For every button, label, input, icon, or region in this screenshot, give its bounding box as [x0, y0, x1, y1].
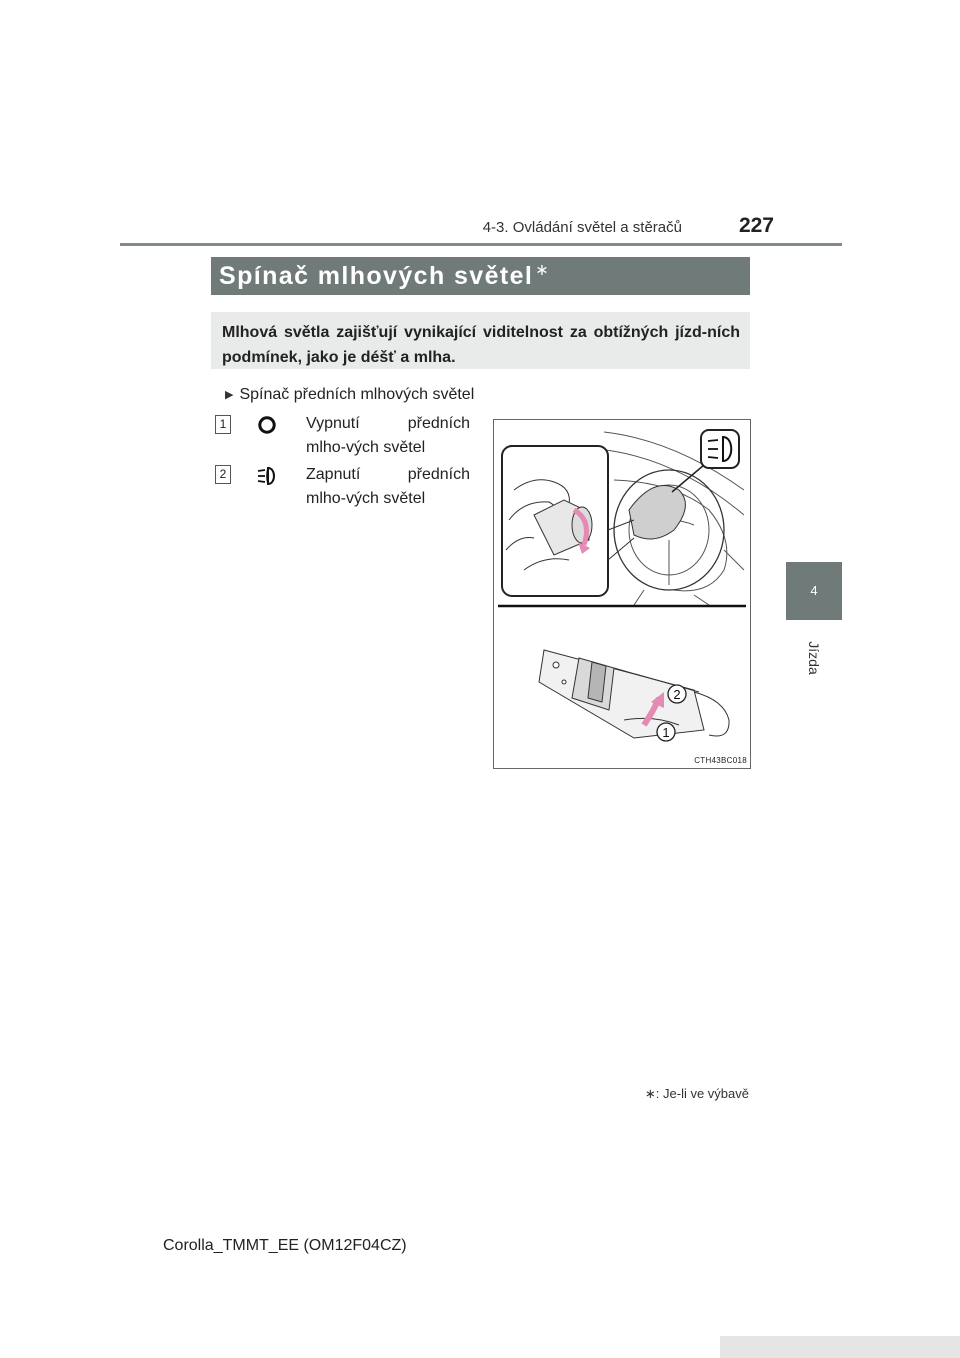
- item-number-1: 1: [215, 415, 231, 434]
- fog-light-switch-illustration: [493, 419, 751, 769]
- header-divider: [120, 243, 842, 246]
- subheading: [225, 386, 474, 404]
- intro-box: [211, 312, 750, 369]
- figure-callout-1: 1: [662, 725, 670, 740]
- optional-equipment-marker: ∗: [535, 262, 549, 279]
- figure-code: CTH43BC018: [694, 756, 747, 765]
- section-title-bar: [211, 257, 750, 295]
- item-text-1: Vypnutí předních mlho-vých světel: [306, 415, 470, 456]
- footnote: ∗: Je-li ve výbavě: [644, 1086, 749, 1101]
- chapter-tab-number: 4: [786, 562, 842, 620]
- item-text-2: Zapnutí předních mlho-vých světel: [306, 466, 470, 507]
- front-fog-light-icon: [255, 464, 279, 488]
- section-title-text: Spínač mlhových světel: [219, 262, 534, 290]
- section-breadcrumb: 4-3. Ovládání světel a stěračů: [482, 219, 682, 236]
- item-number-2: 2: [215, 465, 231, 484]
- intro-text: Mlhová světla zajišťují vynikající viditelnost za obtížných jízd-ních podmínek, jako je déšť a mlha.: [222, 324, 740, 366]
- subheading-text: Spínač předních mlhových světel: [239, 386, 475, 403]
- illustration-drawing: [494, 420, 750, 768]
- section-title: [219, 262, 549, 291]
- document-id: Corolla_TMMT_EE (OM12F04CZ): [163, 1237, 407, 1254]
- chapter-label-text: Jízda: [806, 641, 822, 675]
- watermark-strip: [720, 1336, 960, 1358]
- page-number: 227: [738, 214, 774, 237]
- triangle-bullet-icon: ▶: [225, 389, 234, 401]
- fog-light-off-icon: [255, 413, 279, 437]
- figure-callout-2: 2: [673, 687, 681, 702]
- chapter-tab-label: [786, 628, 842, 688]
